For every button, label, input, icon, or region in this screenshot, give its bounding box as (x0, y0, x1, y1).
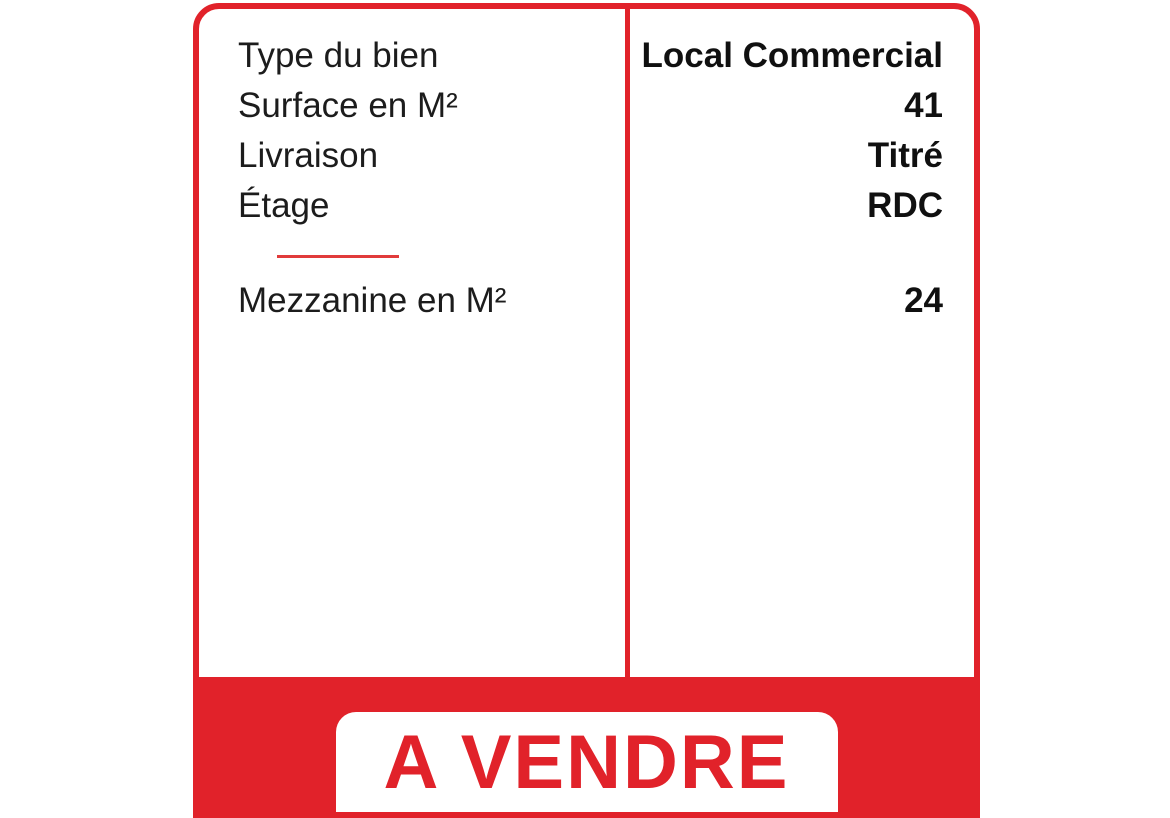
section-separator (277, 255, 399, 258)
detail-row-etage (238, 181, 943, 231)
status-badge-label: A VENDRE (383, 720, 790, 805)
detail-row-livraison (238, 131, 943, 181)
detail-label: Type du bien (238, 36, 439, 75)
column-divider (625, 9, 630, 677)
detail-value: RDC (867, 186, 943, 225)
detail-row-mezzanine (238, 276, 943, 326)
status-badge (336, 712, 838, 818)
detail-value: Titré (867, 136, 943, 175)
detail-value: Local Commercial (641, 36, 943, 75)
detail-label: Livraison (238, 136, 379, 175)
detail-label: Mezzanine en M² (238, 281, 507, 320)
detail-row-surface (238, 81, 943, 131)
detail-label: Surface en M² (238, 86, 458, 125)
status-band (199, 677, 974, 818)
detail-row-type (238, 31, 943, 81)
detail-value: 24 (904, 281, 943, 320)
detail-label: Étage (238, 186, 330, 225)
detail-value: 41 (904, 86, 943, 125)
listing-card (193, 3, 980, 818)
details-list (199, 9, 974, 326)
listing-details-section (199, 9, 974, 677)
